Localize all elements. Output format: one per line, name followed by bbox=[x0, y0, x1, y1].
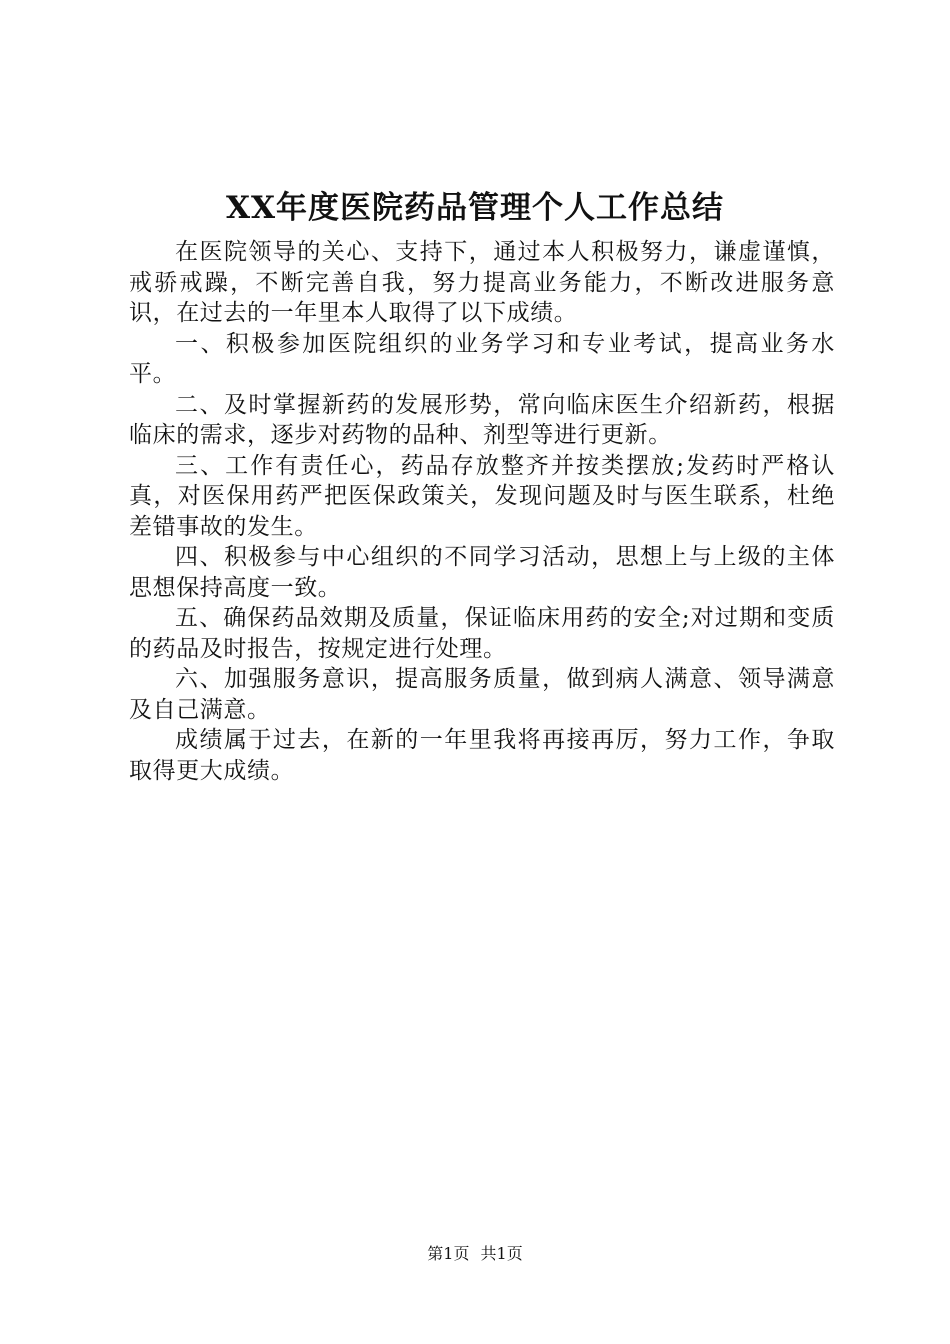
page-number: 第1页 bbox=[427, 1244, 470, 1263]
paragraph-item-5: 五、确保药品效期及质量，保证临床用药的安全;对过期和变质的药品及时报告，按规定进行处理。 bbox=[129, 605, 835, 662]
paragraph-item-4: 四、积极参与中心组织的不同学习活动，思想上与上级的主体思想保持高度一致。 bbox=[129, 544, 835, 601]
paragraph-item-2: 二、及时掌握新药的发展形势，常向临床医生介绍新药，根据临床的需求，逐步对药物的品种、剂型等进行更新。 bbox=[129, 391, 835, 448]
paragraph-item-3: 三、工作有责任心，药品存放整齐并按类摆放;发药时严格认真，对医保用药严把医保政策关，发现问题及时与医生联系，杜绝差错事故的发生。 bbox=[129, 452, 835, 540]
paragraph-item-6: 六、加强服务意识，提高服务质量，做到病人满意、领导满意及自己满意。 bbox=[129, 666, 835, 723]
paragraph-intro: 在医院领导的关心、支持下，通过本人积极努力，谦虚谨慎，戒骄戒躁，不断完善自我，努力提高业务能力，不断改进服务意识，在过去的一年里本人取得了以下成绩。 bbox=[129, 239, 835, 326]
paragraph-item-1: 一、积极参加医院组织的业务学习和专业考试，提高业务水平。 bbox=[129, 330, 835, 387]
paragraph-conclusion: 成绩属于过去，在新的一年里我将再接再厉，努力工作，争取取得更大成绩。 bbox=[129, 727, 835, 784]
document-title: XX年度医院药品管理个人工作总结 bbox=[225, 190, 725, 226]
page-total: 共1页 bbox=[480, 1244, 523, 1263]
document-body bbox=[129, 237, 835, 786]
page-footer bbox=[0, 1243, 950, 1265]
